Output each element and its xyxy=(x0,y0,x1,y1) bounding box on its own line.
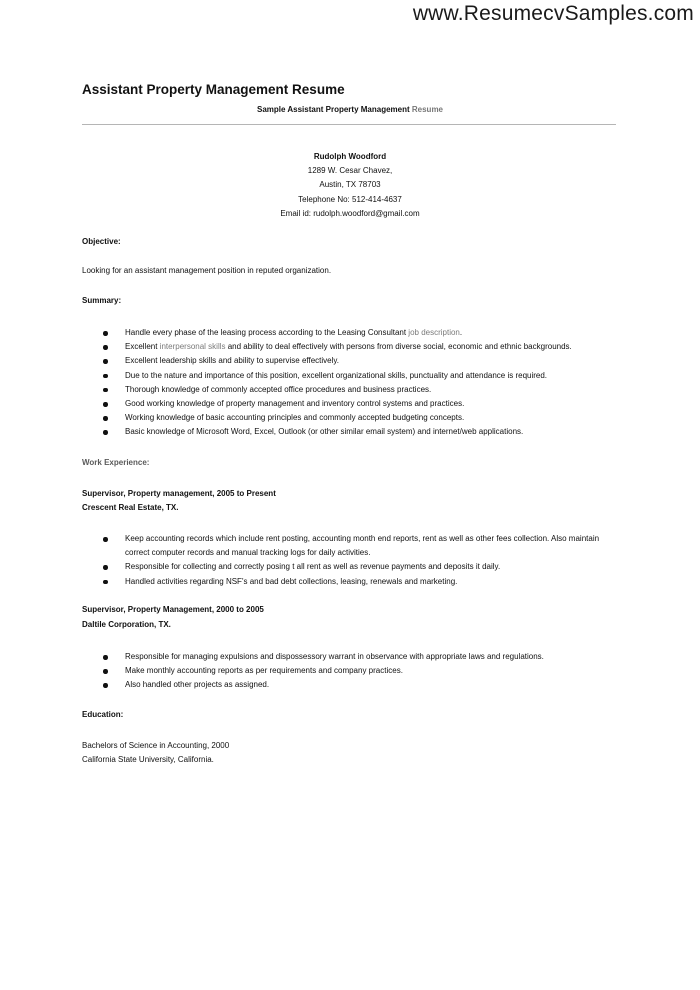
list-item xyxy=(0,664,620,678)
interpersonal-skills-link[interactable]: interpersonal skills xyxy=(159,342,226,352)
list-item xyxy=(0,326,620,340)
summary-item-text: Good working knowledge of property management and inventory control systems and practices. xyxy=(125,399,465,409)
bullet-icon xyxy=(103,331,108,336)
contact-address-line1: 1289 W. Cesar Chavez, xyxy=(307,166,393,176)
bullet-icon xyxy=(103,669,108,674)
summary-item-text: Handle every phase of the leasing process according to the Leasing Consultant xyxy=(125,328,409,337)
summary-list xyxy=(0,326,620,440)
summary-item-text: Excellent xyxy=(125,342,160,352)
list-item xyxy=(0,383,620,397)
subtitle-main: Sample Assistant Property Management xyxy=(257,105,410,114)
work-experience-heading: Work Experience: xyxy=(82,458,150,467)
summary-heading: Summary: xyxy=(82,296,122,305)
subtitle xyxy=(0,105,700,114)
contact-block xyxy=(0,150,700,221)
job-duty-text: Make monthly accounting reports as per requirements and company practices. xyxy=(125,666,403,676)
job-duty-text: Handled activities regarding NSF's and bad debt collections, leasing, renewals and marketing. xyxy=(125,576,458,586)
summary-item-text: Thorough knowledge of commonly accepted office procedures and business practices. xyxy=(125,384,432,394)
education-heading: Education: xyxy=(82,710,124,719)
list-item xyxy=(0,354,620,368)
contact-email: Email id: rudolph.woodford@gmail.com xyxy=(280,208,420,218)
job-duty-text: Responsible for collecting and correctly posing t all rent as well as revenue payments and deposits it daily. xyxy=(125,562,501,572)
contact-name: Rudolph Woodford xyxy=(313,152,387,161)
bullet-icon xyxy=(103,580,108,585)
job-company: Crescent Real Estate, TX. xyxy=(82,503,179,512)
summary-item-text: Working knowledge of basic accounting principles and commonly accepted budgeting concepts. xyxy=(125,413,465,423)
list-item xyxy=(0,532,620,560)
job-duties-list xyxy=(0,532,620,589)
bullet-icon xyxy=(103,430,108,435)
bullet-icon xyxy=(103,359,108,364)
bullet-icon xyxy=(103,655,108,660)
page-title: Assistant Property Management Resume xyxy=(82,82,345,97)
site-watermark: www.ResumecvSamples.com xyxy=(412,2,694,25)
job-title: Supervisor, Property Management, 2000 to 2005 xyxy=(82,605,264,614)
contact-address-line2: Austin, TX 78703 xyxy=(319,180,381,190)
subtitle-suffix: Resume xyxy=(411,105,443,114)
bullet-icon xyxy=(103,374,108,379)
job-duty-text: Keep accounting records which include rent posting, accounting month end reports, rent as well as other fees collection. Also maintain correct computer records and manual tracking logs for daily activities. xyxy=(125,534,600,558)
job-description-link[interactable]: job description xyxy=(408,328,460,337)
summary-item-text: Basic knowledge of Microsoft Word, Excel, Outlook (or other similar email system) and internet/web applications. xyxy=(125,427,524,437)
bullet-icon xyxy=(103,683,108,688)
bullet-icon xyxy=(103,416,108,421)
list-item xyxy=(0,678,620,692)
job-title: Supervisor, Property management, 2005 to Present xyxy=(82,489,276,498)
education-degree: Bachelors of Science in Accounting, 2000 xyxy=(82,741,230,750)
contact-phone: Telephone No: 512-414-4637 xyxy=(298,194,402,204)
job-duty-text: Responsible for managing expulsions and dispossessory warrant in observance with appropriate laws and regulations. xyxy=(125,652,544,661)
list-item xyxy=(0,397,620,411)
summary-item-text: Excellent leadership skills and ability to supervise effectively. xyxy=(125,356,340,366)
bullet-icon xyxy=(103,388,108,393)
objective-heading: Objective: xyxy=(82,237,121,246)
list-item xyxy=(0,411,620,425)
list-item xyxy=(0,575,620,589)
bullet-icon xyxy=(103,402,108,407)
header-divider xyxy=(82,124,616,125)
objective-text: Looking for an assistant management position in reputed organization. xyxy=(82,266,332,275)
job-company: Daltile Corporation, TX. xyxy=(82,620,171,629)
list-item xyxy=(0,340,620,354)
bullet-icon xyxy=(103,565,108,570)
summary-item-text-end: . xyxy=(459,328,463,337)
list-item xyxy=(0,650,620,664)
job-duties-list xyxy=(0,650,620,693)
list-item xyxy=(0,369,620,383)
list-item xyxy=(0,425,620,439)
job-duty-text: Also handled other projects as assigned. xyxy=(125,680,270,690)
education-school: California State University, California. xyxy=(82,755,214,764)
bullet-icon xyxy=(103,537,108,542)
summary-item-text: Due to the nature and importance of this position, excellent organizational skills, punctuality and attendance is required. xyxy=(125,370,548,380)
bullet-icon xyxy=(103,345,108,350)
list-item xyxy=(0,560,620,574)
summary-item-text-end: and ability to deal effectively with persons from diverse social, economic and ethnic backgrounds. xyxy=(225,342,572,352)
